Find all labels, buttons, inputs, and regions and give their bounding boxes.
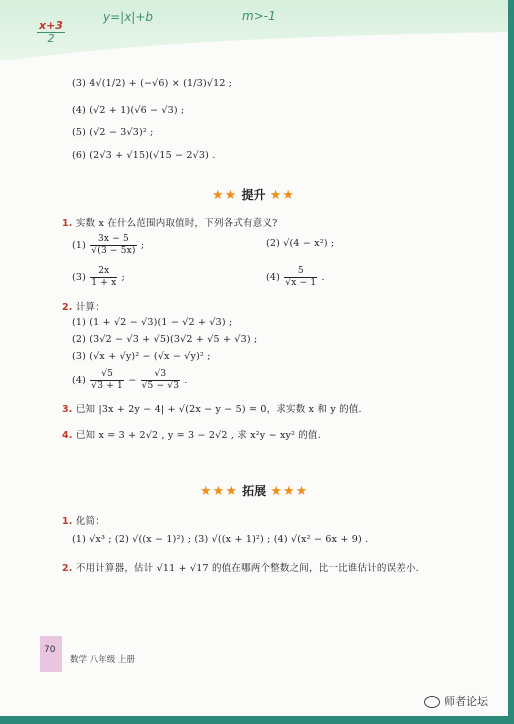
prev-item-6: (6) (2√3 + √15)(√15 − 2√3) .	[72, 150, 216, 161]
prev-item-5: (5) (√2 − 3√3)² ;	[72, 127, 154, 138]
prev-item-3: (3) 4√(1/2) + (−√6) × (1/3)√12 ;	[72, 78, 233, 89]
fraction: $\frac{2x}{1 + x}$	[91, 266, 117, 288]
star-icon: ★★	[200, 484, 226, 499]
star-icon: ★★	[270, 484, 296, 499]
bottom-band	[0, 716, 514, 724]
extension-question-2	[62, 560, 419, 574]
question-3	[62, 401, 362, 415]
question-1	[62, 215, 277, 229]
question-text: 不用计算器，估计 √11 + √17 的值在哪两个整数之间，比一比谁估计的误差小.	[75, 563, 419, 574]
question-text: 化简：	[75, 516, 105, 527]
fraction: $\frac{√5}{√3 + 1}$	[91, 369, 123, 391]
section-tisheng	[212, 186, 295, 203]
question-number: 1.	[62, 218, 73, 229]
e1-items: (1) √x³ ; (2) √((x − 1)²) ; (3) √((x + 1)²) ; (4) √(x² − 6x + 9) .	[72, 534, 369, 545]
question-text: 已知 |3x + 2y − 4| + √(2x − y − 5) = 0，求实数 x 和 y 的值.	[75, 404, 362, 415]
page-number: 70	[44, 645, 56, 655]
question-text: 已知 x = 3 + 2√2 , y = 3 − 2√2 , 求 x²y − xy² 的值.	[75, 430, 321, 441]
extension-question-1	[62, 513, 105, 527]
fraction: $\frac{3x - 5}{√(3 - 5x)}$	[91, 234, 136, 256]
star-icon: ★	[295, 484, 309, 499]
question-4	[62, 427, 321, 441]
q2-item-2: (2) (3√2 − √3 + √5)(3√2 + √5 + √3) ;	[72, 334, 258, 345]
q1-item-2: (2) √(4 − x²) ;	[266, 238, 335, 249]
right-border	[508, 0, 514, 724]
section-title-tisheng: 提升	[241, 188, 266, 202]
q1-item-3: (3) $\frac{2x}{1 + x}$ ;	[72, 266, 126, 288]
section-title-tuozhan: 拓展	[242, 484, 267, 498]
question-text: 实数 x 在什么范围内取值时，下列各式有意义?	[75, 218, 278, 229]
fraction: $\frac{5}{√x - 1}$	[285, 266, 317, 288]
section-tuozhan	[200, 482, 308, 499]
handwritten-fraction: $\frac{x+3}{2}$	[39, 19, 63, 45]
star-icon: ★★	[269, 188, 296, 203]
question-2	[62, 299, 105, 313]
star-icon: ★★	[212, 188, 238, 203]
q1-item-4: (4) $\frac{5}{√x - 1}$ .	[266, 266, 325, 288]
handwritten-equation: y=|x|+b	[103, 10, 154, 24]
q2-item-3: (3) (√x + √y)² − (√x − √y)² ;	[72, 351, 211, 362]
q2-item-1: (1) (1 + √2 − √3)(1 − √2 + √3) ;	[72, 317, 233, 328]
question-number: 2.	[62, 563, 73, 574]
watermark: 师者论坛	[424, 693, 488, 709]
prev-item-4: (4) (√2 + 1)(√6 − √3) ;	[72, 105, 185, 116]
q1-item-1: (1) $\frac{3x - 5}{√(3 - 5x)}$ ;	[72, 234, 145, 256]
book-title: 数学 八年级 上册	[70, 655, 135, 665]
wechat-logo-icon	[424, 696, 440, 708]
question-number: 1.	[62, 516, 73, 527]
q2-item-4: (4) $\frac{√5}{√3 + 1}$ − $\frac{√3}{√5 - √3}$ .	[72, 369, 188, 391]
handwritten-inequality: m>-1	[242, 9, 276, 23]
header-curve	[0, 32, 514, 72]
question-number: 3.	[62, 404, 73, 415]
question-text: 计算：	[75, 302, 105, 313]
question-number: 2.	[62, 302, 73, 313]
fraction: $\frac{√3}{√5 - √3}$	[141, 369, 180, 391]
star-icon: ★	[225, 484, 238, 499]
question-number: 4.	[62, 430, 73, 441]
